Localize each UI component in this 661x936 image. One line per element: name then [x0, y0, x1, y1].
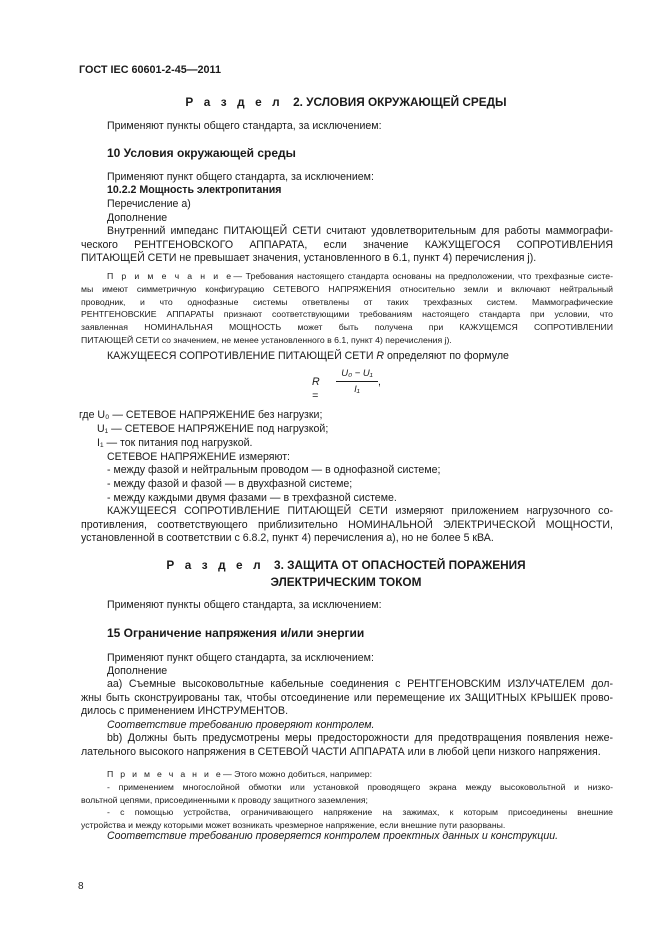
text-line: аа) Съемные высоковольтные кабельные соединения с РЕНТГЕНОВСКИМ ИЗЛУЧАТЕЛЕМ дол- — [107, 678, 613, 690]
text-line: противления, соответствующего приблизительно НОМИНАЛЬНОЙ ЭЛЕКТРИЧЕСКОЙ МОЩНОСТИ, — [81, 518, 613, 531]
bullet-item: - между каждыми двумя фазами — в трехфазной системе. — [107, 492, 397, 504]
section-2-heading — [80, 95, 612, 110]
text-line: ПИТАЮЩЕЙ СЕТИ не превышает значения, установленного в 6.1, пункт 4) перечисления j). — [81, 252, 537, 265]
clause-intro: Применяют пункт общего стандарта, за исключением: — [107, 652, 374, 664]
compliance-statement: Соответствие требованию проверяется контролем проектных данных и конструкции. — [107, 830, 559, 842]
note-line: РЕНТГЕНОВСКИЕ АППАРАТЫ признают соответствующими требованиям настоящего стандарта при условии, что — [81, 309, 613, 320]
note-line: проводник, и что однофазные системы ответвлены от таких трехфазных систем. Маммографические — [81, 296, 613, 307]
addition-label: Дополнение — [107, 212, 168, 224]
formula-intro: КАЖУЩЕЕСЯ СОПРОТИВЛЕНИЕ ПИТАЮЩЕЙ СЕТИ R определяют по формуле — [107, 350, 509, 362]
section-title: 2. УСЛОВИЯ ОКРУЖАЮЩЕЙ СРЕДЫ — [293, 95, 507, 109]
note-label: П р и м е ч а н и е — [107, 769, 223, 779]
measured-intro: СЕТЕВОЕ НАПРЯЖЕНИЕ измеряют: — [107, 451, 291, 463]
standard-header: ГОСТ IEC 60601-2-45—2011 — [79, 64, 221, 76]
section-word: Р а з д е л — [166, 558, 265, 572]
note-line: устройства и между которыми может возникать чрезмерное напряжение, если внешние пути разорваны. — [81, 820, 506, 831]
note-block-1 — [81, 270, 613, 347]
clause-10-heading: 10 Условия окружающей среды — [107, 146, 296, 160]
note-line: ПИТАЮЩЕЙ СЕТИ со значением, не менее установленного в 6.1, пункт 4) перечисления j). — [81, 334, 452, 345]
compliance-statement: Соответствие требованию проверяют контролем. — [107, 719, 375, 731]
formula-fraction — [336, 368, 378, 396]
formula-end: , — [378, 376, 381, 388]
paragraph-measurement — [81, 505, 613, 546]
text-line: дилось с применением ИНСТРУМЕНТОВ. — [81, 705, 289, 718]
where-line: где U₀ — СЕТЕВОЕ НАПРЯЖЕНИЕ без нагрузки; — [79, 409, 323, 421]
clause-intro: Применяют пункт общего стандарта, за исключением: — [107, 171, 374, 183]
note-label: П р и м е ч а н и е — [107, 271, 234, 281]
section-intro: Применяют пункты общего стандарта, за исключением: — [107, 120, 382, 132]
section-intro: Применяют пункты общего стандарта, за исключением: — [107, 599, 382, 611]
section-title: 3. ЗАЩИТА ОТ ОПАСНОСТЕЙ ПОРАЖЕНИЯ — [274, 558, 526, 572]
note-line: - с помощью устройства, ограничивающего напряжение на зажимах, к которым присоединены внешние — [107, 807, 613, 818]
section-3-heading — [80, 558, 612, 590]
item-bb — [81, 732, 613, 759]
text-line: лательного высокого напряжения в СЕТЕВОЙ ЧАСТИ АППАРАТА или в любой цепи низкого напряжения. — [81, 745, 601, 758]
text-line: bb) Должны быть предусмотрены меры предосторожности для предотвращения появления неже- — [107, 732, 613, 744]
note-line: вольтной цепями, присоединенными к проводу защитного заземления; — [81, 794, 368, 805]
where-line: U₁ — СЕТЕВОЕ НАПРЯЖЕНИЕ под нагрузкой; — [97, 423, 329, 435]
text-line: Внутренний импеданс ПИТАЮЩЕЙ СЕТИ считают удовлетворительным для работы маммографи- — [107, 225, 613, 237]
note-line: - применением многослойной обмотки или установкой проводящего экрана между высоковольтной и низко- — [107, 781, 613, 792]
note-line: мы имеют симметричную конфигурацию СЕТЕВОГО НАПРЯЖЕНИЯ относительно земли и включают нейтральный — [81, 283, 613, 294]
bullet-item: - между фазой и фазой — в двухфазной системе; — [107, 478, 353, 490]
note-line: П р и м е ч а н и е— Требования настоящего стандарта основаны на предположении, что трехфазные систе- — [107, 271, 613, 281]
enumeration-ref: Перечисление а) — [107, 198, 191, 210]
text-line: установленной в соответствии с 6.8.2, пункт 4) перечисления а), но не более 5 кВА. — [81, 532, 494, 545]
formula-lhs: R = — [312, 376, 320, 402]
subclause-heading: 10.2.2 Мощность электропитания — [107, 184, 282, 196]
note-line: заявленная НОМИНАЛЬНАЯ МОЩНОСТЬ может быть получена при КАЖУЩЕМСЯ СОПРОТИВЛЕНИИ — [81, 322, 613, 333]
note-line: П р и м е ч а н и е— Этого можно добиться, например: — [107, 769, 373, 779]
paragraph-impedance — [81, 225, 613, 266]
section-title-cont: ЭЛЕКТРИЧЕСКИМ ТОКОМ — [270, 575, 422, 589]
note-block-2 — [81, 768, 613, 832]
text-line: ческого РЕНТГЕНОВСКОГО АППАРАТА, если значение КАЖУЩЕГОСЯ СОПРОТИВЛЕНИЯ — [81, 238, 613, 251]
formula-numerator: U₀ − U₁ — [336, 368, 378, 382]
section-word: Р а з д е л — [185, 95, 284, 109]
clause-15-heading: 15 Ограничение напряжения и/или энергии — [107, 626, 365, 640]
item-aa — [81, 678, 613, 719]
where-line: I₁ — ток питания под нагрузкой. — [97, 437, 253, 449]
text-line: КАЖУЩЕЕСЯ СОПРОТИВЛЕНИЕ ПИТАЮЩЕЙ СЕТИ измеряют приложением нагрузочного со- — [107, 505, 613, 517]
text-line: жны быть сконструированы так, чтобы отсоединение или перемещение их ЗАЩИТНЫХ КРЫШЕК прово- — [81, 691, 613, 704]
page-number: 8 — [78, 881, 84, 892]
formula-denominator: I₁ — [354, 384, 360, 395]
bullet-item: - между фазой и нейтральным проводом — в однофазной системе; — [107, 464, 441, 476]
addition-label: Дополнение — [107, 665, 168, 677]
